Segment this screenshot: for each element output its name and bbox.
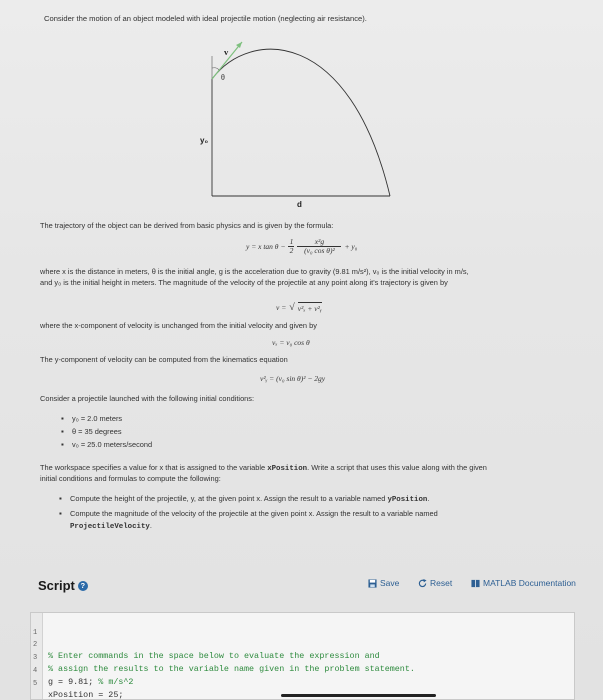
formula-velocity-lhs: v = (276, 303, 287, 312)
fraction-half (288, 238, 294, 255)
save-label: Save (380, 578, 400, 588)
var-projectilevelocity: ProjectileVelocity (70, 523, 150, 531)
formula-vx: vₓ = v₀ cos θ (272, 338, 310, 347)
reset-button[interactable] (418, 578, 452, 588)
save-icon (368, 579, 377, 588)
line-number: 1 (33, 629, 38, 637)
paragraph-workspace-2: initial conditions and formulas to compute the following: (40, 474, 221, 483)
matlab-documentation-link[interactable] (471, 578, 576, 588)
label-v: v (224, 47, 229, 57)
code-comment: % m/s^2 (98, 677, 134, 687)
formula-velocity-rhs: v²ₓ + v²ᵧ (297, 304, 322, 313)
paragraph-conditions: Consider a projectile launched with the following initial conditions: (40, 394, 255, 403)
fraction-half-num: 1 (289, 237, 294, 246)
task2-post: . (149, 521, 152, 530)
list-item (56, 492, 576, 507)
workspace-text-post: . Write a script that uses this value along with the given (307, 463, 487, 472)
code-line[interactable] (31, 657, 134, 687)
fraction-main-num: x²g (314, 237, 325, 246)
reset-label: Reset (430, 578, 453, 588)
formula-tail: + y₀ (344, 242, 358, 251)
list-item: ▪ y₀ = 2.0 meters (58, 412, 152, 425)
help-icon[interactable]: ? (78, 581, 88, 591)
script-title (38, 578, 88, 593)
task2-text: Compute the magnitude of the velocity of the projectile at the given point x. Assign the result to a variable named (70, 509, 438, 518)
sqrt-icon: √ (289, 302, 295, 313)
paragraph-trajectory: The trajectory of the object can be derived from basic physics and is given by the formula: (40, 221, 334, 230)
reset-icon (418, 579, 427, 588)
formula-vy: v²ᵧ = (v₀ sin θ)² − 2gy (260, 374, 326, 383)
list-item (56, 507, 576, 520)
fraction-main (297, 238, 341, 255)
fraction-half-den: 2 (289, 246, 294, 255)
conditions-list (58, 412, 152, 451)
task2-var-line (70, 520, 152, 533)
fraction-main-den: (v₀ cos θ)² (304, 246, 335, 255)
paragraph-xcomp: where the x-component of velocity is unchanged from the initial velocity and given by (40, 321, 317, 330)
save-button[interactable] (368, 578, 399, 588)
tasks-list (56, 492, 576, 520)
label-theta: θ (221, 73, 225, 82)
task1-post: . (427, 494, 430, 503)
paragraph-where-1: where x is the distance in meters, θ is the initial angle, g is the acceleration due to gravity (9.81 m/s²), v₀ is the initial velocity in m/s, (40, 267, 469, 276)
code-comment: % assign the results to the variable name given in the problem statement. (48, 664, 415, 674)
formula-trajectory (246, 238, 357, 255)
docs-label: MATLAB Documentation (483, 578, 576, 588)
velocity-arrowhead (236, 42, 242, 48)
list-item: ▪ θ = 35 degrees (58, 425, 152, 438)
line-number: 5 (33, 680, 38, 688)
line-number: 3 (33, 654, 38, 662)
angle-arc (212, 68, 219, 70)
workspace-text: The workspace specifies a value for x that is assigned to the variable (40, 463, 268, 472)
var-xposition: xPosition (267, 465, 308, 473)
line-number: 2 (33, 641, 38, 649)
var-yposition: yPosition (387, 496, 428, 504)
label-d: d (297, 200, 302, 209)
book-icon (471, 579, 480, 588)
list-item: ▪ v₀ = 25.0 meters/second (58, 438, 152, 451)
code-editor[interactable] (30, 612, 575, 700)
projectile-diagram (190, 38, 410, 213)
line-number: 4 (33, 667, 38, 675)
code-statement: g = 9.81; (48, 677, 99, 687)
task1-text: Compute the height of the projectile, y, at the given point x. Assign the result to a variable named (70, 494, 388, 503)
label-y0: y₀ (200, 136, 209, 145)
formula-lhs: y = x tan θ − (246, 242, 286, 251)
trajectory-curve (212, 49, 390, 196)
code-comment: % Enter commands in the space below to evaluate the expression and (48, 651, 380, 661)
intro-text: Consider the motion of an object modeled with ideal projectile motion (neglecting air resistance). (44, 14, 367, 23)
horizontal-scrollbar[interactable] (281, 694, 436, 697)
code-text: xPosition = 25; (48, 690, 124, 700)
formula-velocity (276, 302, 322, 313)
paragraph-where-2: and y₀ is the initial height in meters. The magnitude of the velocity of the projectile at any point along it's trajectory is given by (40, 278, 448, 287)
code-line[interactable] (31, 631, 380, 661)
paragraph-ycomp: The y-component of velocity can be computed from the kinematics equation (40, 355, 288, 364)
script-title-text: Script (38, 578, 75, 593)
